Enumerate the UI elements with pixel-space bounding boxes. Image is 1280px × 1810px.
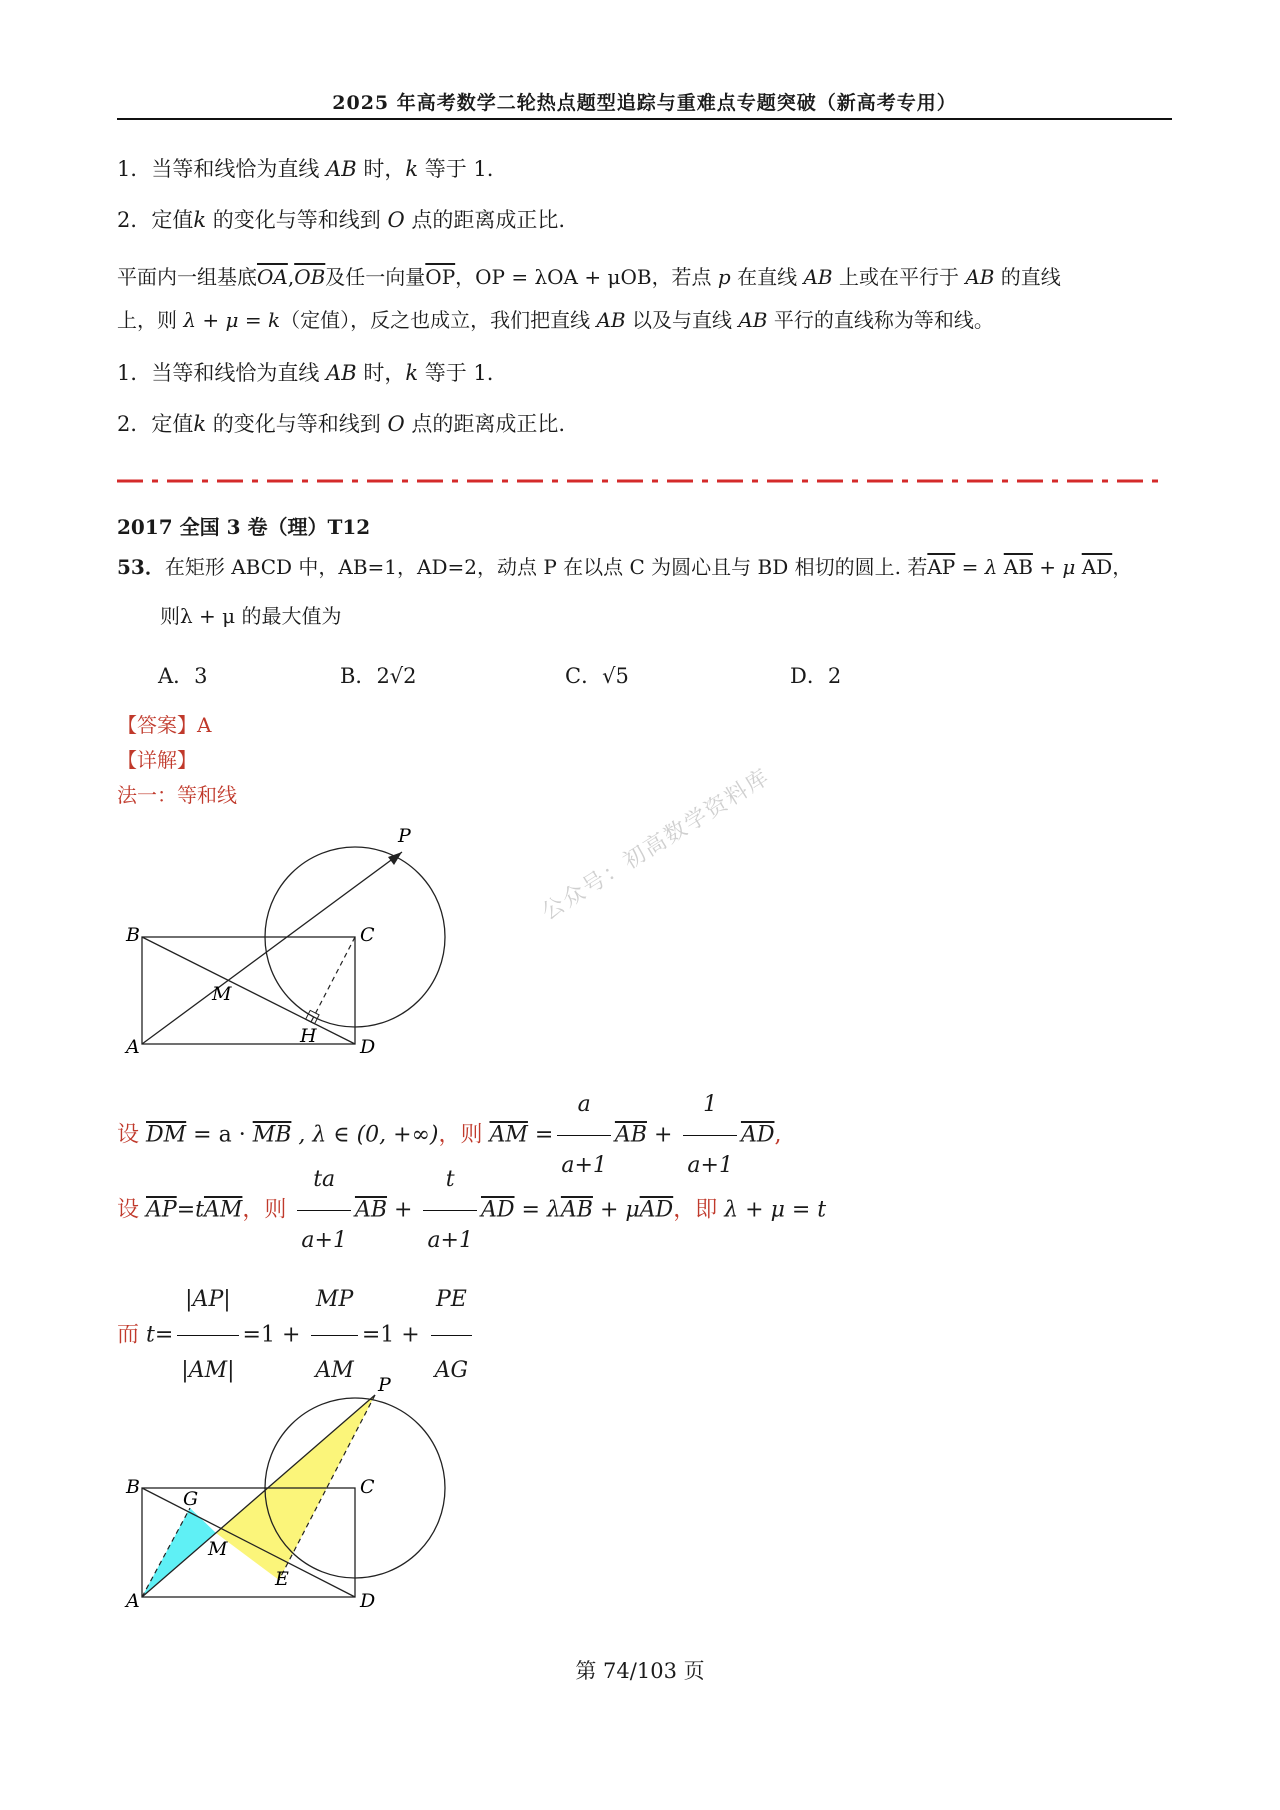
label-p: P bbox=[398, 825, 411, 847]
text: =t bbox=[176, 1197, 204, 1223]
text: 2．定值 bbox=[117, 412, 194, 436]
text: + bbox=[387, 1197, 420, 1223]
text: 2√2 bbox=[376, 664, 417, 688]
text: O bbox=[387, 208, 405, 232]
text: k bbox=[405, 361, 419, 385]
label-m: M bbox=[208, 1538, 228, 1560]
line-ap bbox=[142, 1395, 375, 1597]
page-header: 2025 年高考数学二轮热点题型追踪与重难点专题突破（新高考专用） bbox=[332, 92, 957, 114]
vector-am: $\overline{AM}$ bbox=[203, 1197, 243, 1223]
text: AB bbox=[596, 308, 626, 332]
text: = a · bbox=[186, 1122, 253, 1148]
denominator: a+1 bbox=[687, 1153, 733, 1178]
vector-ap: $\overline{AP}$ bbox=[927, 555, 956, 579]
text: t bbox=[146, 1322, 155, 1348]
text: = bbox=[154, 1322, 174, 1348]
text: 上或在平行于 bbox=[832, 265, 966, 289]
text: k bbox=[405, 157, 419, 181]
choice-d[interactable] bbox=[790, 660, 841, 690]
page-number: 第 74/103 页 bbox=[575, 1659, 705, 1683]
text: =1 + bbox=[242, 1322, 308, 1348]
text: 上，则 bbox=[117, 308, 184, 332]
text: D． bbox=[790, 664, 828, 688]
text: 1．当等和线恰为直线 bbox=[117, 361, 327, 385]
label-m: M bbox=[212, 983, 232, 1005]
answer-line bbox=[117, 710, 211, 740]
step-2 bbox=[117, 1150, 826, 1271]
text: + μ bbox=[592, 1197, 640, 1223]
intro-item-2-repeat bbox=[117, 409, 565, 439]
text: 的变化与等和线到 bbox=[206, 412, 388, 436]
text: 等于 1. bbox=[418, 361, 494, 385]
text: √5 bbox=[602, 664, 629, 688]
text: , bbox=[287, 265, 295, 289]
fraction bbox=[423, 1150, 477, 1271]
numerator: a bbox=[557, 1075, 611, 1136]
explain-tag: 【详解】 bbox=[117, 748, 197, 772]
diagonal-bd bbox=[142, 937, 355, 1044]
figure-2 bbox=[120, 1375, 460, 1620]
text: 的变化与等和线到 bbox=[206, 208, 388, 232]
label-b: B bbox=[126, 1476, 140, 1498]
denominator: a+1 bbox=[561, 1153, 607, 1178]
label-b: B bbox=[126, 924, 140, 946]
vector-ab: $\overline{AB}$ bbox=[1003, 555, 1033, 579]
text: ， bbox=[1112, 555, 1133, 579]
label-h: H bbox=[300, 1025, 317, 1047]
text: + bbox=[646, 1122, 680, 1148]
vector-ad: $\overline{AD}$ bbox=[480, 1197, 515, 1223]
text: = λ bbox=[955, 555, 1004, 579]
text: 平行的直线称为等和线。 bbox=[767, 308, 994, 332]
right-angle-mark bbox=[306, 1010, 319, 1023]
label-d: D bbox=[360, 1036, 376, 1058]
problem-stem-1 bbox=[117, 552, 1132, 582]
text: ，则 bbox=[438, 1122, 490, 1148]
fraction bbox=[297, 1150, 351, 1271]
text: 在矩形 ABCD 中，AB=1，AD=2，动点 P 在以点 C 为圆心且与 BD 相切的圆上. 若 bbox=[164, 555, 928, 579]
numerator: MP bbox=[311, 1265, 357, 1336]
vector-op: $\overline{OP}$ bbox=[425, 265, 456, 289]
text: 点的距离成正比. bbox=[404, 412, 566, 436]
problem-source: 2017 全国 3 卷（理）T12 bbox=[117, 515, 371, 539]
denominator: AM bbox=[315, 1358, 354, 1383]
numerator: ta bbox=[297, 1150, 351, 1211]
text: k bbox=[193, 208, 207, 232]
text: λ + μ = t bbox=[724, 1197, 827, 1223]
text: 而 bbox=[117, 1322, 146, 1348]
cyan-triangle bbox=[142, 1508, 216, 1597]
text: 及任一向量 bbox=[325, 265, 426, 289]
choice-a[interactable] bbox=[158, 660, 208, 690]
label-e: E bbox=[275, 1568, 289, 1590]
numerator: t bbox=[423, 1150, 477, 1211]
vector-ob: $\overline{OB}$ bbox=[294, 265, 326, 289]
vector-ad: $\overline{AD}$ bbox=[740, 1122, 775, 1148]
denominator: |AM| bbox=[181, 1358, 235, 1383]
label-a: A bbox=[126, 1036, 140, 1058]
label-c: C bbox=[360, 924, 375, 946]
text: ，则 bbox=[242, 1197, 294, 1223]
problem-stem-2: 则λ + μ 的最大值为 bbox=[160, 604, 342, 628]
vector-oa: $\overline{OA}$ bbox=[257, 265, 288, 289]
text: 点的距离成正比. bbox=[404, 208, 566, 232]
vector-equation: OP = λOA + μOB bbox=[475, 265, 652, 289]
watermark: 公众号：初高数学资料库 bbox=[537, 764, 775, 926]
section-divider bbox=[117, 476, 1162, 486]
text: , λ ∈ (0, +∞) bbox=[291, 1122, 439, 1148]
method-title: 法一：等和线 bbox=[117, 783, 237, 807]
text: 设 bbox=[117, 1197, 146, 1223]
label-g: G bbox=[183, 1488, 199, 1510]
text: 以及与直线 bbox=[625, 308, 739, 332]
header-rule bbox=[117, 118, 1172, 120]
text: A． bbox=[158, 664, 195, 688]
text: AB bbox=[803, 265, 833, 289]
dashed-ch bbox=[311, 937, 355, 1022]
text: AB bbox=[738, 308, 768, 332]
numerator: |AP| bbox=[177, 1265, 238, 1336]
vector-ab: $\overline{AB}$ bbox=[614, 1122, 647, 1148]
text: 设 bbox=[117, 1122, 146, 1148]
text: （定值），反之也成立，我们把直线 bbox=[280, 308, 597, 332]
text: , bbox=[774, 1122, 782, 1148]
choice-b[interactable] bbox=[340, 660, 417, 690]
text: ，若点 bbox=[651, 265, 718, 289]
answer-value: A bbox=[197, 713, 212, 737]
definition-line-1 bbox=[117, 262, 1061, 292]
text: AB bbox=[326, 157, 357, 181]
text: 在直线 bbox=[730, 265, 804, 289]
text: 1．当等和线恰为直线 bbox=[117, 157, 327, 181]
text: O bbox=[387, 412, 405, 436]
figure-1 bbox=[120, 820, 460, 1065]
answer-tag: 【答案】 bbox=[117, 713, 197, 737]
intro-item-1-repeat bbox=[117, 358, 493, 388]
text: 2 bbox=[827, 664, 842, 688]
text: λ + μ = k bbox=[183, 308, 281, 332]
text: = λ bbox=[514, 1197, 561, 1223]
choice-c[interactable] bbox=[565, 660, 629, 690]
text: ，即 bbox=[673, 1197, 725, 1223]
vector-ap: $\overline{AP}$ bbox=[146, 1197, 177, 1223]
text: p bbox=[717, 265, 731, 289]
vector-ab: $\overline{AB}$ bbox=[354, 1197, 388, 1223]
numerator: PE bbox=[431, 1265, 472, 1336]
intro-item-2 bbox=[117, 205, 565, 235]
text: 时， bbox=[356, 361, 406, 385]
vector-ap-line bbox=[142, 852, 402, 1044]
intro-item-1 bbox=[117, 154, 493, 184]
label-p: P bbox=[378, 1375, 391, 1396]
text: 的直线 bbox=[994, 265, 1061, 289]
vector-ad: $\overline{AD}$ bbox=[1081, 555, 1113, 579]
denominator: a+1 bbox=[301, 1228, 347, 1253]
text: = bbox=[527, 1122, 554, 1148]
text: 时， bbox=[356, 157, 406, 181]
vector-am: $\overline{AM}$ bbox=[489, 1122, 528, 1148]
label-a: A bbox=[126, 1590, 140, 1612]
text: 平面内一组基底 bbox=[117, 265, 257, 289]
denominator: AG bbox=[434, 1358, 469, 1383]
text: 等于 1. bbox=[418, 157, 494, 181]
text: =1 + bbox=[361, 1322, 427, 1348]
numerator: 1 bbox=[683, 1075, 737, 1136]
text: C． bbox=[565, 664, 603, 688]
label-c: C bbox=[360, 1476, 375, 1498]
problem-number: 53． bbox=[117, 555, 165, 579]
text: + μ bbox=[1032, 555, 1082, 579]
text: ， bbox=[455, 265, 476, 289]
text: 2．定值 bbox=[117, 208, 194, 232]
definition-line-2 bbox=[117, 305, 994, 335]
text: k bbox=[193, 412, 207, 436]
vector-dm: $\overline{DM}$ bbox=[146, 1122, 187, 1148]
vector-ab: $\overline{AB}$ bbox=[560, 1197, 593, 1223]
text: 3 bbox=[194, 664, 208, 688]
text: AB bbox=[965, 265, 995, 289]
label-d: D bbox=[360, 1590, 376, 1612]
denominator: a+1 bbox=[427, 1228, 473, 1253]
text: AB bbox=[326, 361, 357, 385]
vector-ad: $\overline{AD}$ bbox=[639, 1197, 674, 1223]
text: B． bbox=[340, 664, 377, 688]
vector-mb: $\overline{MB}$ bbox=[252, 1122, 292, 1148]
